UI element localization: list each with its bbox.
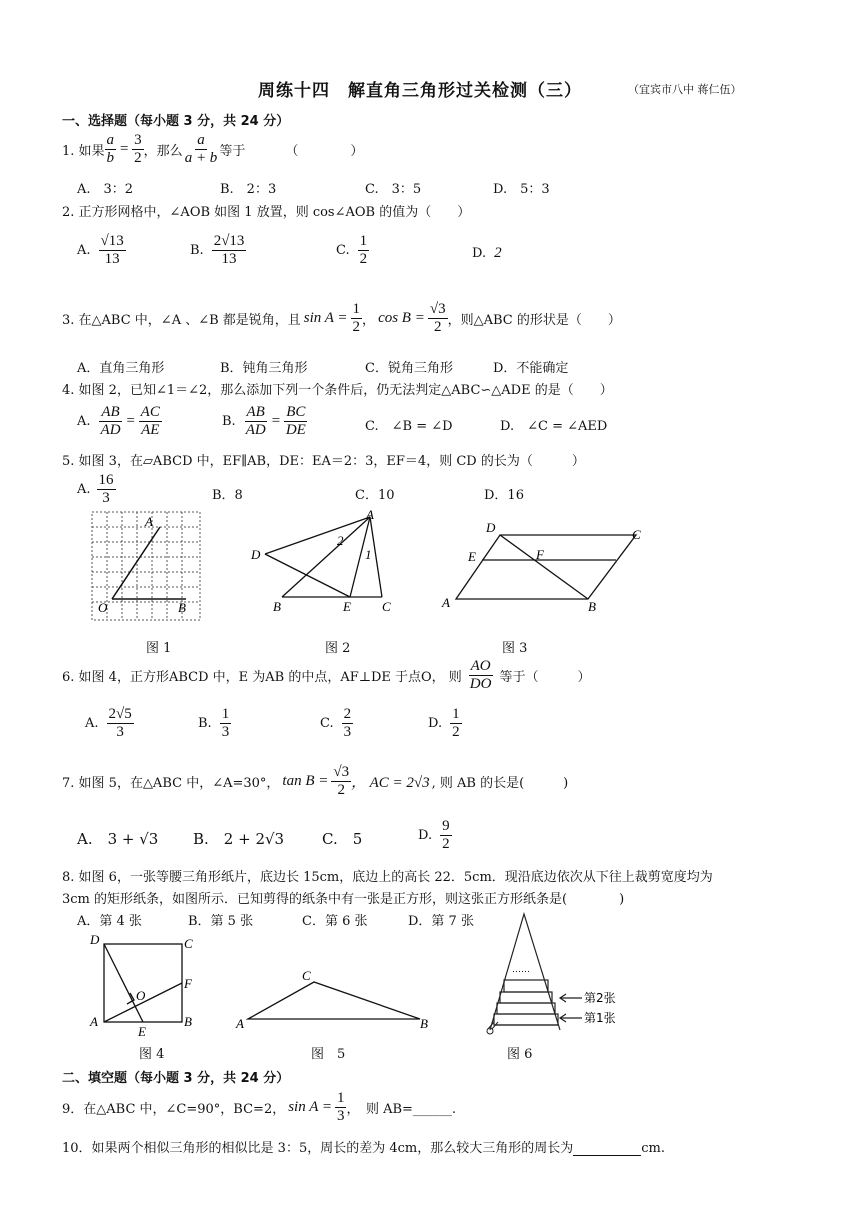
fig4-label-f: F [184, 976, 192, 991]
q3-option-c: C．锐角三角形 [365, 361, 453, 376]
q8-option-c: C．第 6 张 [302, 914, 368, 929]
fig2-label-e: E [343, 599, 351, 614]
fig3-label-c: C [632, 527, 641, 542]
fig3-label-e: E [468, 549, 476, 564]
q3-option-d: D．不能确定 [493, 361, 569, 376]
q1-fraction-a-over-a-plus-b: $\frac{a}{a + b}$ [184, 132, 218, 166]
q8-option-a: A．第 4 张 [77, 914, 142, 929]
q6-option-c: C. $\frac{2}{3}$ [320, 706, 352, 740]
figure-3-parallelogram [440, 515, 650, 613]
fig4-label-o: O [136, 988, 146, 1003]
q1-fraction-3-over-2: $\frac{3}{2}$ [134, 132, 142, 166]
q1-option-a: A. 3：2 [77, 182, 134, 197]
q1-fraction-a-over-b: $\frac{a}{b}$ [106, 132, 115, 166]
q2-option-b: B. $\frac{2√13}{13}$ [190, 233, 245, 267]
q1-prefix: 1. 如果 [62, 143, 105, 159]
fig5-label-b: B [420, 1016, 428, 1031]
question-10: 10．如果两个相似三角形的相似比是 3：5，周长的差为 4cm，那么较大三角形的周长为 cm. [62, 1141, 665, 1156]
q1-option-d: D. 5：3 [493, 182, 550, 197]
figure-2-caption: 图 2 [325, 641, 351, 656]
question-8-line-1: 8. 如图 6，一张等腰三角形纸片，底边长 15cm，底边上的高长 22．5cm．现沿底边依次从下往上裁剪宽度均为 [62, 870, 713, 885]
fig2-label-b: B [273, 599, 281, 614]
figure-5-triangle [232, 964, 437, 1032]
q5-option-b: B．8 [212, 488, 243, 503]
q7-option-a: A. 3 + √3 [77, 830, 159, 848]
figure-6-paper-strips [480, 912, 640, 1038]
q7-option-c: C. 5 [322, 830, 363, 848]
figure-5-caption: 图 5 [311, 1047, 346, 1062]
question-9: 9．在△ABC 中，∠C=90°，BC=2， sin A = $\frac{1}{3}$ ， 则 AB=______. [62, 1090, 457, 1124]
section-2-title: 二、填空题（每小题 3 分，共 24 分） [62, 1071, 290, 1086]
question-8-line-2: 3cm 的矩形纸条，如图所示．已知剪得的纸条中有一张是正方形，则这张正方形纸条是( ) [62, 892, 625, 907]
fig3-label-f: F [536, 547, 544, 562]
q10-answer-blank[interactable] [573, 1141, 641, 1156]
fig6-dots: …… [512, 964, 530, 974]
fig5-label-c: C [302, 968, 311, 983]
q2-option-d: D. 2 [472, 245, 502, 261]
q3-option-a: A．直角三角形 [77, 361, 165, 376]
q5-option-d: D．16 [484, 488, 524, 503]
q1-option-b: B. 2：3 [220, 182, 277, 197]
q1-mid: ，那么 [143, 143, 183, 159]
fig2-label-angle-1: 1 [365, 547, 372, 562]
question-1: 1. 如果 $\frac{a}{b}$ = $\frac{3}{2}$ ，那么 $\frac{a}{a + b}$ 等于 （ ） [62, 132, 364, 166]
figure-3-caption: 图 3 [502, 641, 528, 656]
q4-option-c: C. ∠B = ∠D [365, 419, 453, 434]
figure-1-grid [90, 510, 205, 622]
section-1-title: 一、选择题（每小题 3 分，共 24 分） [62, 114, 290, 129]
q1-option-c: C. 3：5 [365, 182, 422, 197]
fig4-label-a: A [90, 1014, 98, 1029]
question-7: 7. 如图 5，在△ABC 中，∠A=30°， tan B = $\frac{√3}{2}$ ， AC = 2√3 , 则 AB 的长是( ) [62, 764, 569, 798]
fig6-label-strip-2: 第2张 [584, 991, 616, 1005]
figure-4-square [86, 930, 208, 1040]
q6-option-d: D. $\frac{1}{2}$ [428, 706, 460, 740]
fig3-label-d: D [486, 520, 496, 535]
question-6: 6. 如图 4，正方形ABCD 中，E 为AB 的中点，AF⊥DE 于点O， 则 $\frac{AO}{DO}$ 等于（ ） [62, 658, 591, 692]
fig1-label-b: B [178, 600, 186, 615]
fig6-label-strip-1: 第1张 [584, 1011, 616, 1025]
question-3: 3. 在△ABC 中，∠A 、∠B 都是锐角，且 sin A = $\frac{1}{2}$ ， cos B = $\frac{√3}{2}$ ，则△ABC 的形状是（ ） [62, 301, 621, 335]
fig2-label-c: C [382, 599, 391, 614]
q1-answer-paren: （ ） [285, 143, 364, 159]
figure-1-caption: 图 1 [146, 641, 172, 656]
figure-2-triangles [245, 507, 405, 615]
q1-suffix: 等于 [219, 143, 246, 159]
page-subtitle: （宜宾市八中 蒋仁伍） [628, 83, 742, 96]
q5-option-a: A. $\frac{16}{3}$ [77, 472, 114, 506]
q4-option-b: B. $\frac{AB}{AD}$ = $\frac{BC}{DE}$ [222, 404, 306, 438]
q5-option-c: C．10 [355, 488, 395, 503]
fig2-label-angle-2: 2 [337, 533, 344, 548]
question-2: 2. 正方形网格中，∠AOB 如图 1 放置，则 cos∠AOB 的值为（ ） [62, 205, 471, 220]
q7-option-d: D. $\frac{9}{2}$ [418, 818, 450, 852]
q4-option-a: A. $\frac{AB}{AD}$ = $\frac{AC}{AE}$ [77, 404, 160, 438]
fig3-label-b: B [588, 599, 596, 613]
fig3-label-a: A [442, 595, 450, 610]
q6-option-b: B. $\frac{1}{3}$ [198, 706, 230, 740]
page-title: 周练十四 解直角三角形过关检测（三） [258, 81, 582, 101]
fig2-label-a: A [366, 507, 374, 522]
q3-option-b: B．钝角三角形 [220, 361, 308, 376]
q6-option-a: A. $\frac{2√5}{3}$ [85, 706, 132, 740]
fig1-label-o: O [98, 600, 108, 615]
figure-4-caption: 图 4 [139, 1047, 165, 1062]
question-4: 4. 如图 2，已知∠1＝∠2，那么添加下列一个条件后，仍无法判定△ABC∽△ADE 的是（ ） [62, 383, 613, 398]
q2-option-c: C. $\frac{1}{2}$ [336, 233, 368, 267]
q8-option-b: B．第 5 张 [188, 914, 254, 929]
fig5-label-a: A [236, 1016, 244, 1031]
figure-6-caption: 图 6 [507, 1047, 533, 1062]
fig1-label-a: A [145, 514, 153, 529]
fig4-label-e: E [138, 1024, 146, 1039]
fig1-ray-oa [112, 527, 160, 599]
scissors-icon [487, 1022, 498, 1034]
fig4-label-b: B [184, 1014, 192, 1029]
question-5: 5. 如图 3，在▱ABCD 中，EF∥AB，DE：EA＝2：3，EF＝4，则 CD 的长为（ ） [62, 454, 585, 469]
q2-option-a: A. $\frac{√13}{13}$ [77, 233, 124, 267]
q7-option-b: B. 2 + 2√3 [193, 830, 285, 848]
fig4-label-d: D [90, 932, 100, 947]
q4-option-d: D. ∠C = ∠AED [500, 419, 608, 434]
fig4-label-c: C [184, 936, 193, 951]
q8-option-d: D．第 7 张 [408, 914, 474, 929]
fig2-label-d: D [251, 547, 261, 562]
